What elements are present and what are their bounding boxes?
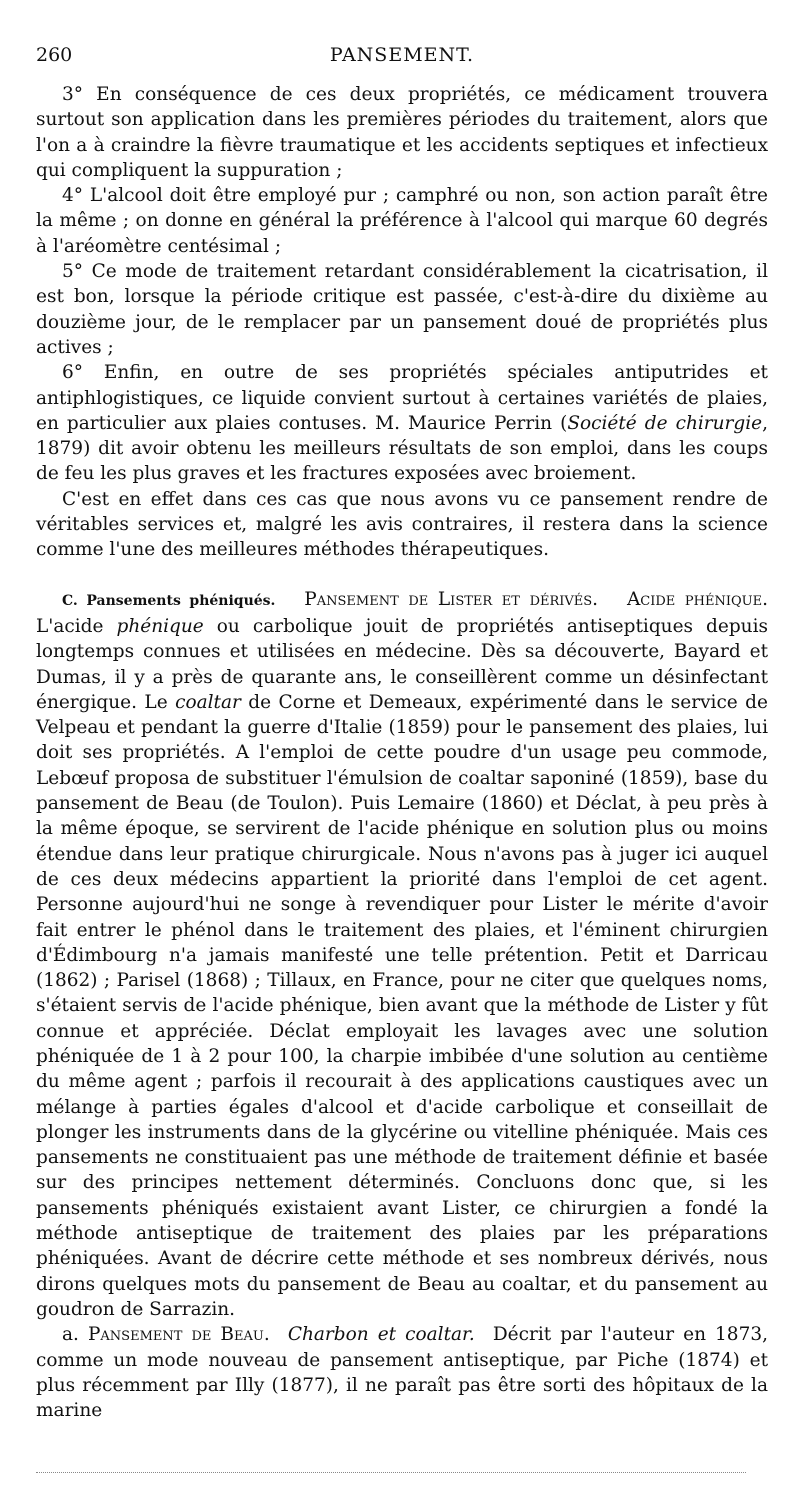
section-c-text-1: L'acide xyxy=(36,615,104,637)
section-c-label: C. Pansements phéniqués. xyxy=(62,592,276,609)
paragraph-6-end: , 1879) dit avoir obtenu les meilleurs résultats de son emploi, dans les coups de feu les plus graves et les fractures exposées avec broiement. xyxy=(36,412,768,485)
page-body xyxy=(36,82,768,1423)
page-number: 260 xyxy=(36,44,73,66)
section-c-italic-2: coaltar xyxy=(175,691,241,713)
running-title: PANSEMENT. xyxy=(329,44,475,66)
section-c-italic-1: phénique xyxy=(116,615,204,637)
section-c-text-3: de Corne et Demeaux, expérimenté dans le service de Velpeau et pendant la guerre d'Italie (1859) pour le pansement des plaies, lui doit ses propriétés. A l'emploi de cette poudre d'un usage peu commode, Lebœuf proposa de substituer l'émulsion de coaltar saponiné (1859), base du pansement de Beau (de Toulon). Puis Lemaire (1860) et Déclat, à peu près à la même époque, se servirent de l'acide phénique en solution plus ou moins étendue dans leur pratique chirurgicale. Nous n'avons pas à juger ici auquel de ces deux médecins appartient la priorité dans l'emploi de cet agent. Personne aujourd'hui ne songe à revendiquer pour Lister le mérite d'avoir fait entrer le phénol dans le traitement des plaies, et l'éminent chirurgien d'Édimbourg n'a jamais manifesté une telle prétention. Petit et Darricau (1862) ; Parisel (1868) ; Tillaux, en France, pour ne citer que quelques noms, s'étaient servis de l'acide phénique, bien avant que la méthode de Lister y fût connue et appréciée. Déclat employait les lavages avec une solution phéniquée de 1 à 2 pour 100, la charpie imbibée d'une solution au centième du même agent ; parfois il recourait à des applications caustiques avec un mélange à parties égales d'alcool et d'acide carbolique et conseillait de plonger les instruments dans de la glycérine ou vitelline phéniquée. Mais ces pansements ne constituaient pas une méthode de traitement définie et basée sur des principes nettement déterminés. Concluons donc que, si les pansements phéniqués existaient avant Lister, ce chirurgien a fondé la méthode antiseptique de traitement des plaies par les préparations phéniquées. Avant de décrire cette méthode et ses nombreux dérivés, nous dirons quelques mots du pansement de Beau au coaltar, et du pansement au goudron de Sarrazin. xyxy=(36,691,768,1320)
section-a-text: Décrit par l'auteur en 1873, comme un mode nouveau de pansement antiseptique, par Piche (1874) et plus récemment par Illy (1877), il ne paraît pas être sorti des hôpitaux de la marine xyxy=(36,1324,768,1422)
section-a-label: a. xyxy=(62,1324,79,1346)
section-a-paragraph xyxy=(36,1322,768,1423)
paragraph-3: 3° En conséquence de ces deux propriétés, ce médicament trouvera surtout son application dans les premières périodes du traitement, alors que l'on a à craindre la fièvre traumatique et les accidents septiques et infectieux qui compliquent la suppuration ; xyxy=(36,84,768,181)
section-c-title: Pansement de Lister et dérivés. xyxy=(304,588,599,610)
paragraph-4: 4° L'alcool doit être employé pur ; camphré ou non, son action paraît être la même ; on donne en général la préférence à l'alcool qui marque 60 degrés à l'aréomètre centésimal ; xyxy=(36,185,768,257)
paragraph-5: 5° Ce mode de traitement retardant considérablement la cicatrisation, il est bon, lorsque la période critique est passée, c'est-à-dire du dixième au douzième jour, de le remplacer par un pansement doué de propriétés plus actives ; xyxy=(36,261,768,358)
paragraph-conclusion: C'est en effet dans ces cas que nous avons vu ce pansement rendre de véritables services et, malgré les avis contraires, il restera dans la science comme l'une des meilleures méthodes thérapeutiques. xyxy=(36,488,768,561)
page-header xyxy=(36,44,768,74)
section-c-text-2: ou carbolique jouit de propriétés antiseptiques depuis longtemps connues et utilisées en médecine. Dès sa découverte, Bayard et Dumas, il y a près de quarante ans, le conseillèrent comme un désinfectant énergique. Le xyxy=(36,615,768,713)
section-c-heading xyxy=(36,587,768,1323)
footer-rule xyxy=(36,1472,746,1473)
section-c-subtitle: Acide phénique. xyxy=(626,588,768,610)
section-a-title: Pansement de Beau. xyxy=(87,1324,270,1346)
paragraph-6 xyxy=(36,360,768,486)
section-a-italic: Charbon et coaltar. xyxy=(287,1324,475,1346)
journal-title: Société de chirurgie xyxy=(567,412,763,434)
paragraph-6-start: 6° Enfin, en outre de ses propriétés spéciales antiputrides et antiphlogistiques, ce liquide convient surtout à certaines variétés de plaies, en particulier aux plaies contuses. M. Maurice Perrin ( xyxy=(36,362,768,434)
